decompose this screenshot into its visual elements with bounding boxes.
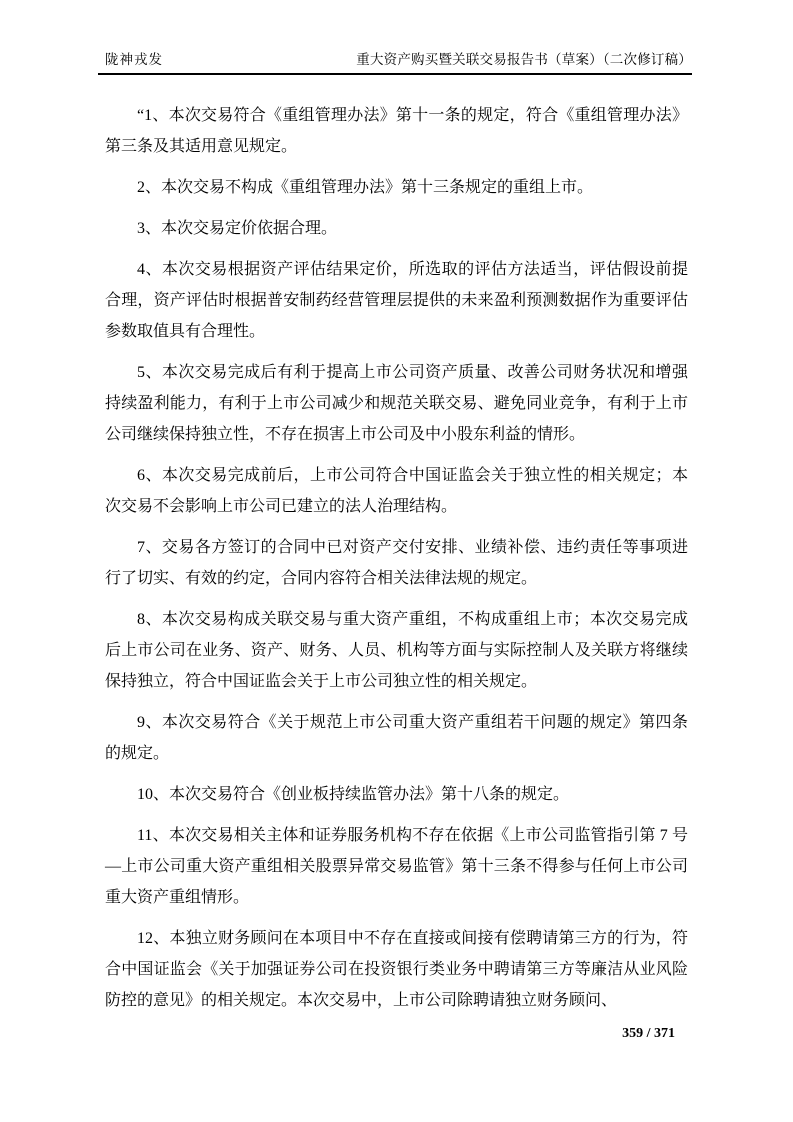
header-document-title: 重大资产购买暨关联交易报告书（草案）（二次修订稿） (356, 52, 692, 67)
document-body (105, 100, 688, 1026)
page-footer (622, 1026, 675, 1042)
paragraph-2: 2、本次交易不构成《重组管理办法》第十三条规定的重组上市。 (137, 179, 594, 196)
page-header (98, 48, 692, 75)
paragraph-5: 5、本次交易完成后有利于提高上市公司资产质量、改善公司财务状况和增强持续盈利能力，有利于上市公司减少和规范关联交易、避免同业竞争，有利于上市公司继续保持独立性，不存在损害上市公司及中小股东利益的情形。 (105, 364, 688, 443)
header-company-name: 陇神戎发 (105, 52, 163, 67)
paragraph-10: 10、本次交易符合《创业板持续监管办法》第十八条的规定。 (137, 786, 570, 803)
page-number: 359 / 371 (622, 1026, 675, 1041)
paragraph-9: 9、本次交易符合《关于规范上市公司重大资产重组若干问题的规定》第四条的规定。 (105, 714, 688, 762)
paragraph-12: 12、本独立财务顾问在本项目中不存在直接或间接有偿聘请第三方的行为，符合中国证监会《关于加强证券公司在投资银行类业务中聘请第三方等廉洁从业风险防控的意见》的相关规定。本次交易中，上市公司除聘请独立财务顾问、 (105, 930, 688, 1009)
paragraph-6: 6、本次交易完成前后，上市公司符合中国证监会关于独立性的相关规定；本次交易不会影响上市公司已建立的法人治理结构。 (105, 467, 688, 515)
paragraph-4: 4、本次交易根据资产评估结果定价，所选取的评估方法适当，评估假设前提合理，资产评估时根据普安制药经营管理层提供的未来盈利预测数据作为重要评估参数取值具有合理性。 (105, 261, 688, 340)
paragraph-7: 7、交易各方签订的合同中已对资产交付安排、业绩补偿、违约责任等事项进行了切实、有效的约定，合同内容符合相关法律法规的规定。 (105, 539, 688, 587)
paragraph-3: 3、本次交易定价依据合理。 (137, 220, 338, 237)
paragraph-8: 8、本次交易构成关联交易与重大资产重组，不构成重组上市；本次交易完成后上市公司在业务、资产、财务、人员、机构等方面与实际控制人及关联方将继续保持独立，符合中国证监会关于上市公司独立性的相关规定。 (105, 611, 688, 690)
paragraph-1: “1、本次交易符合《重组管理办法》第十一条的规定，符合《重组管理办法》第三条及其适用意见规定。 (105, 107, 688, 155)
paragraph-11: 11、本次交易相关主体和证券服务机构不存在依据《上市公司监管指引第 7 号—上市公司重大资产重组相关股票异常交易监管》第十三条不得参与任何上市公司重大资产重组情形。 (105, 827, 688, 906)
